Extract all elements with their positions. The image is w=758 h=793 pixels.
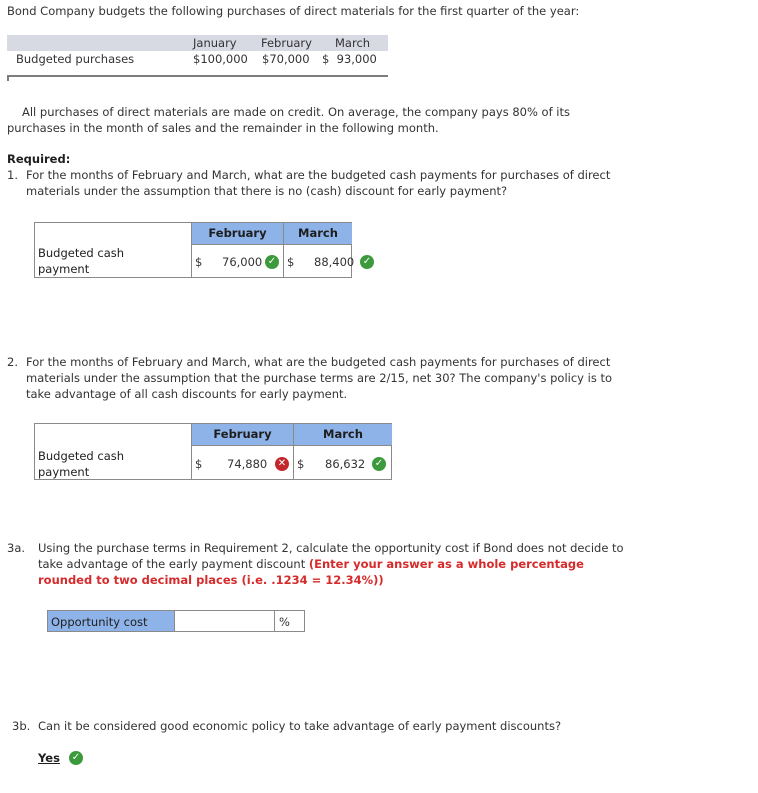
budget-value-february: $70,000 [262, 52, 310, 66]
q2-feb-cross-icon: ✕ [275, 457, 289, 471]
q1-feb-currency: $ [195, 255, 203, 269]
q2-line-1: For the months of February and March, what are the budgeted cash payments for purchases of direct [26, 355, 611, 369]
q1-header-march: March [283, 223, 352, 245]
q3a-line-2 [38, 556, 584, 572]
budget-row-label: Budgeted purchases [16, 52, 135, 66]
q1-mar-currency: $ [287, 255, 295, 269]
budget-rule-tick [7, 75, 9, 81]
budget-month-february: February [261, 36, 312, 50]
required-heading: Required: [7, 152, 71, 166]
q2-row-label-line-1: Budgeted cash [38, 449, 125, 463]
q1-feb-input[interactable]: 76,000 [222, 255, 263, 269]
policy-line-2: purchases in the month of sales and the remainder in the following month. [7, 121, 439, 135]
intro-text: Bond Company budgets the following purchases of direct materials for the first quarter of the year: [7, 4, 580, 18]
q2-mar-input[interactable]: 86,632 [325, 457, 366, 471]
q2-header-february: February [191, 424, 293, 446]
q1-row-label-line-2: payment [38, 262, 90, 276]
q2-feb-currency: $ [195, 457, 203, 471]
q2-header-march: March [293, 424, 392, 446]
opportunity-cost-label-cell [47, 610, 175, 632]
q1-mar-check-icon: ✓ [360, 255, 374, 269]
budget-value-march: $ 93,000 [322, 52, 377, 66]
q2-mar-check-icon: ✓ [372, 457, 386, 471]
q1-row-label-line-1: Budgeted cash [38, 246, 125, 260]
q2-answer-table [34, 423, 392, 480]
q2-line-2: materials under the assumption that the purchase terms are 2/15, net 30? The company's policy is to [26, 371, 613, 385]
q2-line-3: take advantage of all cash discounts for early payment. [26, 387, 348, 401]
opportunity-cost-label: Opportunity cost [51, 615, 148, 629]
q3a-instruction-red-2: rounded to two decimal places (i.e. .1234 = 12.34%)) [38, 573, 384, 587]
policy-line-1: All purchases of direct materials are made on credit. On average, the company pays 80% of its [22, 105, 570, 119]
q1-line-2: materials under the assumption that there is no (cash) discount for early payment? [26, 184, 508, 198]
q2-number: 2. [7, 355, 18, 369]
q3a-line-2-plain: take advantage of the early payment discount [38, 557, 309, 571]
q1-number: 1. [7, 168, 18, 182]
q1-mar-input[interactable]: 88,400 [314, 255, 355, 269]
q3a-instruction-red-1: (Enter your answer as a whole percentage [308, 557, 584, 571]
opportunity-cost-input[interactable] [174, 610, 275, 632]
q3a-number: 3a. [7, 541, 26, 555]
q3b-check-icon: ✓ [69, 751, 83, 765]
opportunity-cost-unit: % [279, 615, 290, 629]
q3b-number: 3b. [12, 719, 31, 733]
q1-line-1: For the months of February and March, what are the budgeted cash payments for purchases of direct [26, 168, 611, 182]
q2-row-label-line-2: payment [38, 465, 90, 479]
q2-mar-currency: $ [297, 457, 305, 471]
budget-month-january: January [193, 36, 237, 50]
q1-answer-table [34, 222, 372, 278]
q2-feb-input[interactable]: 74,880 [227, 457, 268, 471]
q1-header-february: February [191, 223, 283, 245]
budget-month-march: March [335, 36, 371, 50]
opportunity-cost-unit-cell [274, 610, 305, 632]
q3b-text: Can it be considered good economic policy to take advantage of early payment discounts? [38, 719, 562, 733]
q3a-line-1: Using the purchase terms in Requirement 2, calculate the opportunity cost if Bond does not decide to [38, 541, 624, 555]
q3b-answer-select[interactable]: Yes [38, 751, 60, 765]
q1-feb-check-icon: ✓ [265, 255, 279, 269]
budget-bottom-rule [7, 75, 388, 77]
budget-value-january: $100,000 [193, 52, 248, 66]
